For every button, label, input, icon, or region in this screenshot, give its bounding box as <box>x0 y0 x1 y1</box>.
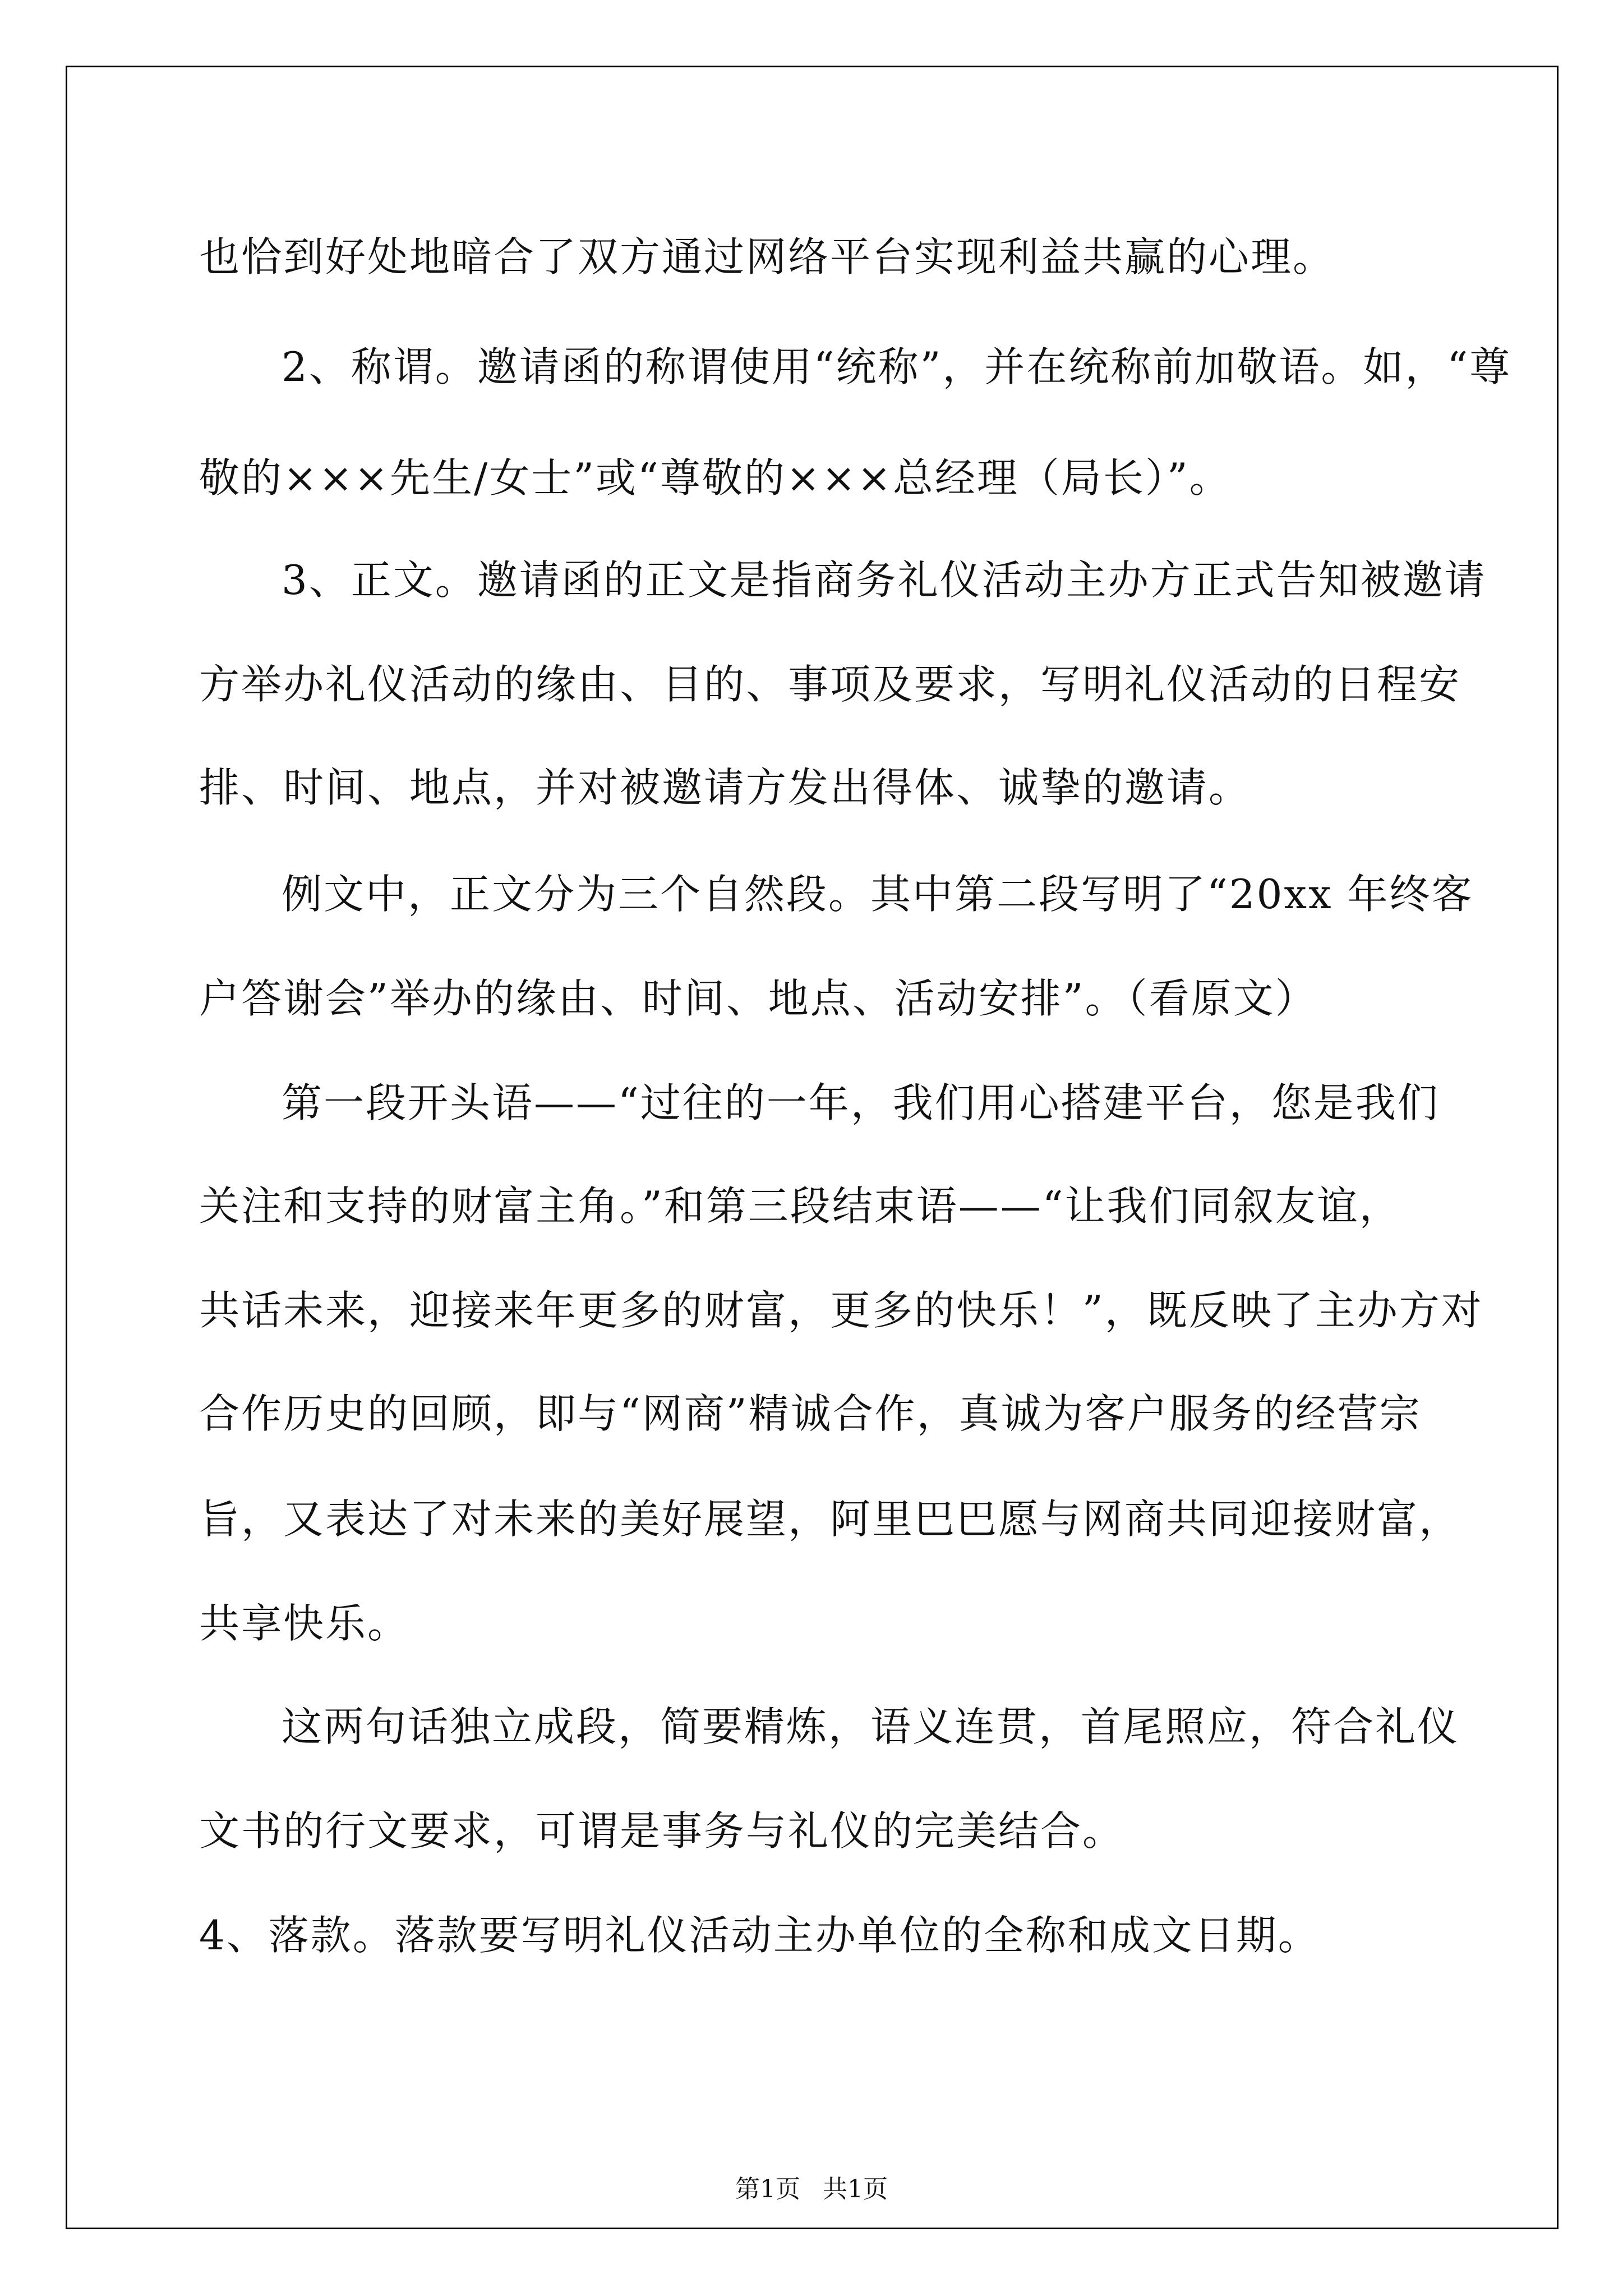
text-line-2: 2、称谓。邀请函的称谓使用“统称”，并在统称前加敬语。如，“尊 <box>282 343 1512 390</box>
text-line-14: 共享快乐。 <box>199 1600 410 1647</box>
page-number-current: 第1页 <box>735 2175 800 2203</box>
text-line-1: 也恰到好处地暗合了双方通过网络平台实现利益共赢的心理。 <box>199 233 1335 280</box>
text-line-10: 关注和支持的财富主角。”和第三段结束语——“让我们同叙友谊， <box>199 1182 1401 1230</box>
text-line-13: 旨，又表达了对未来的美好展望，阿里巴巴愿与网商共同迎接财富， <box>199 1496 1461 1543</box>
text-line-3: 敬的×××先生/女士”或“尊敬的×××总经理（局长）”。 <box>199 454 1232 501</box>
text-line-9: 第一段开头语——“过往的一年，我们用心搭建平台，您是我们 <box>282 1079 1440 1126</box>
text-line-4: 3、正文。邀请函的正文是指商务礼仪活动主办方正式告知被邀请 <box>282 556 1487 604</box>
text-line-6: 排、时间、地点，并对被邀请方发出得体、诚挚的邀请。 <box>199 764 1251 811</box>
page-footer <box>0 2169 1623 2205</box>
text-line-16: 文书的行文要求，可谓是事务与礼仪的完美结合。 <box>199 1807 1125 1855</box>
page-number-total: 共1页 <box>823 2175 888 2203</box>
text-line-7: 例文中，正文分为三个自然段。其中第二段写明了“20xx 年终客 <box>282 871 1474 918</box>
text-line-11: 共话未来，迎接来年更多的财富，更多的快乐！”，既反映了主办方对 <box>199 1287 1483 1334</box>
text-line-8: 户答谢会”举办的缘由、时间、地点、活动安排”。（看原文） <box>199 975 1317 1022</box>
text-line-15: 这两句话独立成段，简要精炼，语义连贯，首尾照应，符合礼仪 <box>282 1703 1460 1750</box>
text-line-5: 方举办礼仪活动的缘由、目的、事项及要求，写明礼仪活动的日程安 <box>199 661 1461 708</box>
text-line-12: 合作历史的回顾，即与“网商”精诚合作，真诚为客户服务的经营宗 <box>199 1390 1422 1437</box>
text-line-17: 4、落款。落款要写明礼仪活动主办单位的全称和成文日期。 <box>199 1912 1320 1959</box>
